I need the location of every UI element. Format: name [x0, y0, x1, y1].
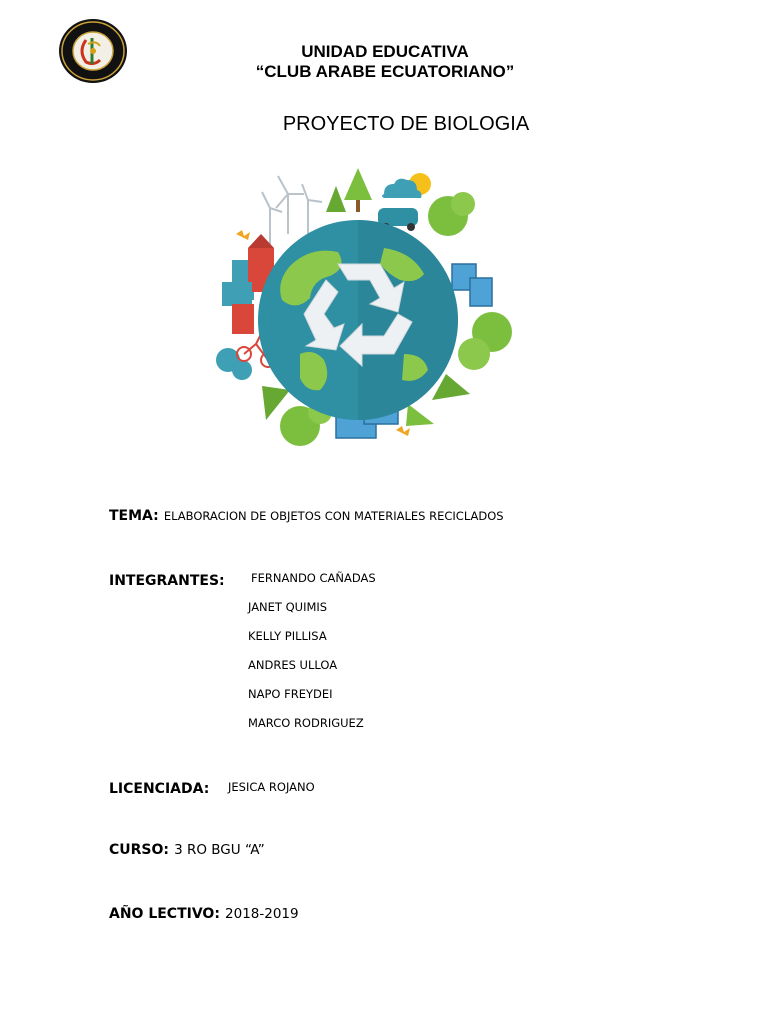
member-4: ANDRES ULLOA: [248, 658, 338, 672]
licenciada-value: JESICA ROJANO: [228, 780, 315, 794]
integrantes-row: [109, 570, 225, 589]
school-name-line1: UNIDAD EDUCATIVA: [301, 42, 469, 61]
anio-label: AÑO LECTIVO:: [109, 906, 220, 922]
recycling-earth-illustration: [208, 164, 520, 460]
tema-row: [109, 505, 504, 524]
curso-label: CURSO:: [109, 842, 170, 858]
curso-value: 3 RO BGU “A”: [174, 842, 265, 858]
member-2: JANET QUIMIS: [248, 600, 328, 614]
school-seal-icon: [58, 18, 128, 84]
curso-row: [109, 839, 265, 858]
member-1: FERNANDO CAÑADAS: [251, 571, 376, 585]
member-5: NAPO FREYDEI: [248, 687, 333, 701]
tema-label: TEMA:: [109, 508, 159, 524]
licenciada-label: LICENCIADA:: [109, 781, 210, 797]
anio-value: 2018-2019: [225, 906, 299, 922]
project-title: PROYECTO DE BIOLOGIA: [282, 113, 530, 135]
licenciada-row: [109, 778, 209, 797]
tema-value: ELABORACION DE OBJETOS CON MATERIALES RECICLADOS: [163, 509, 504, 523]
integrantes-label: INTEGRANTES:: [109, 573, 225, 589]
anio-row: [109, 903, 299, 922]
member-6: MARCO RODRIGUEZ: [248, 716, 364, 730]
member-3: KELLY PILLISA: [248, 629, 327, 643]
school-name-line2: “CLUB ARABE ECUATORIANO”: [255, 62, 515, 81]
